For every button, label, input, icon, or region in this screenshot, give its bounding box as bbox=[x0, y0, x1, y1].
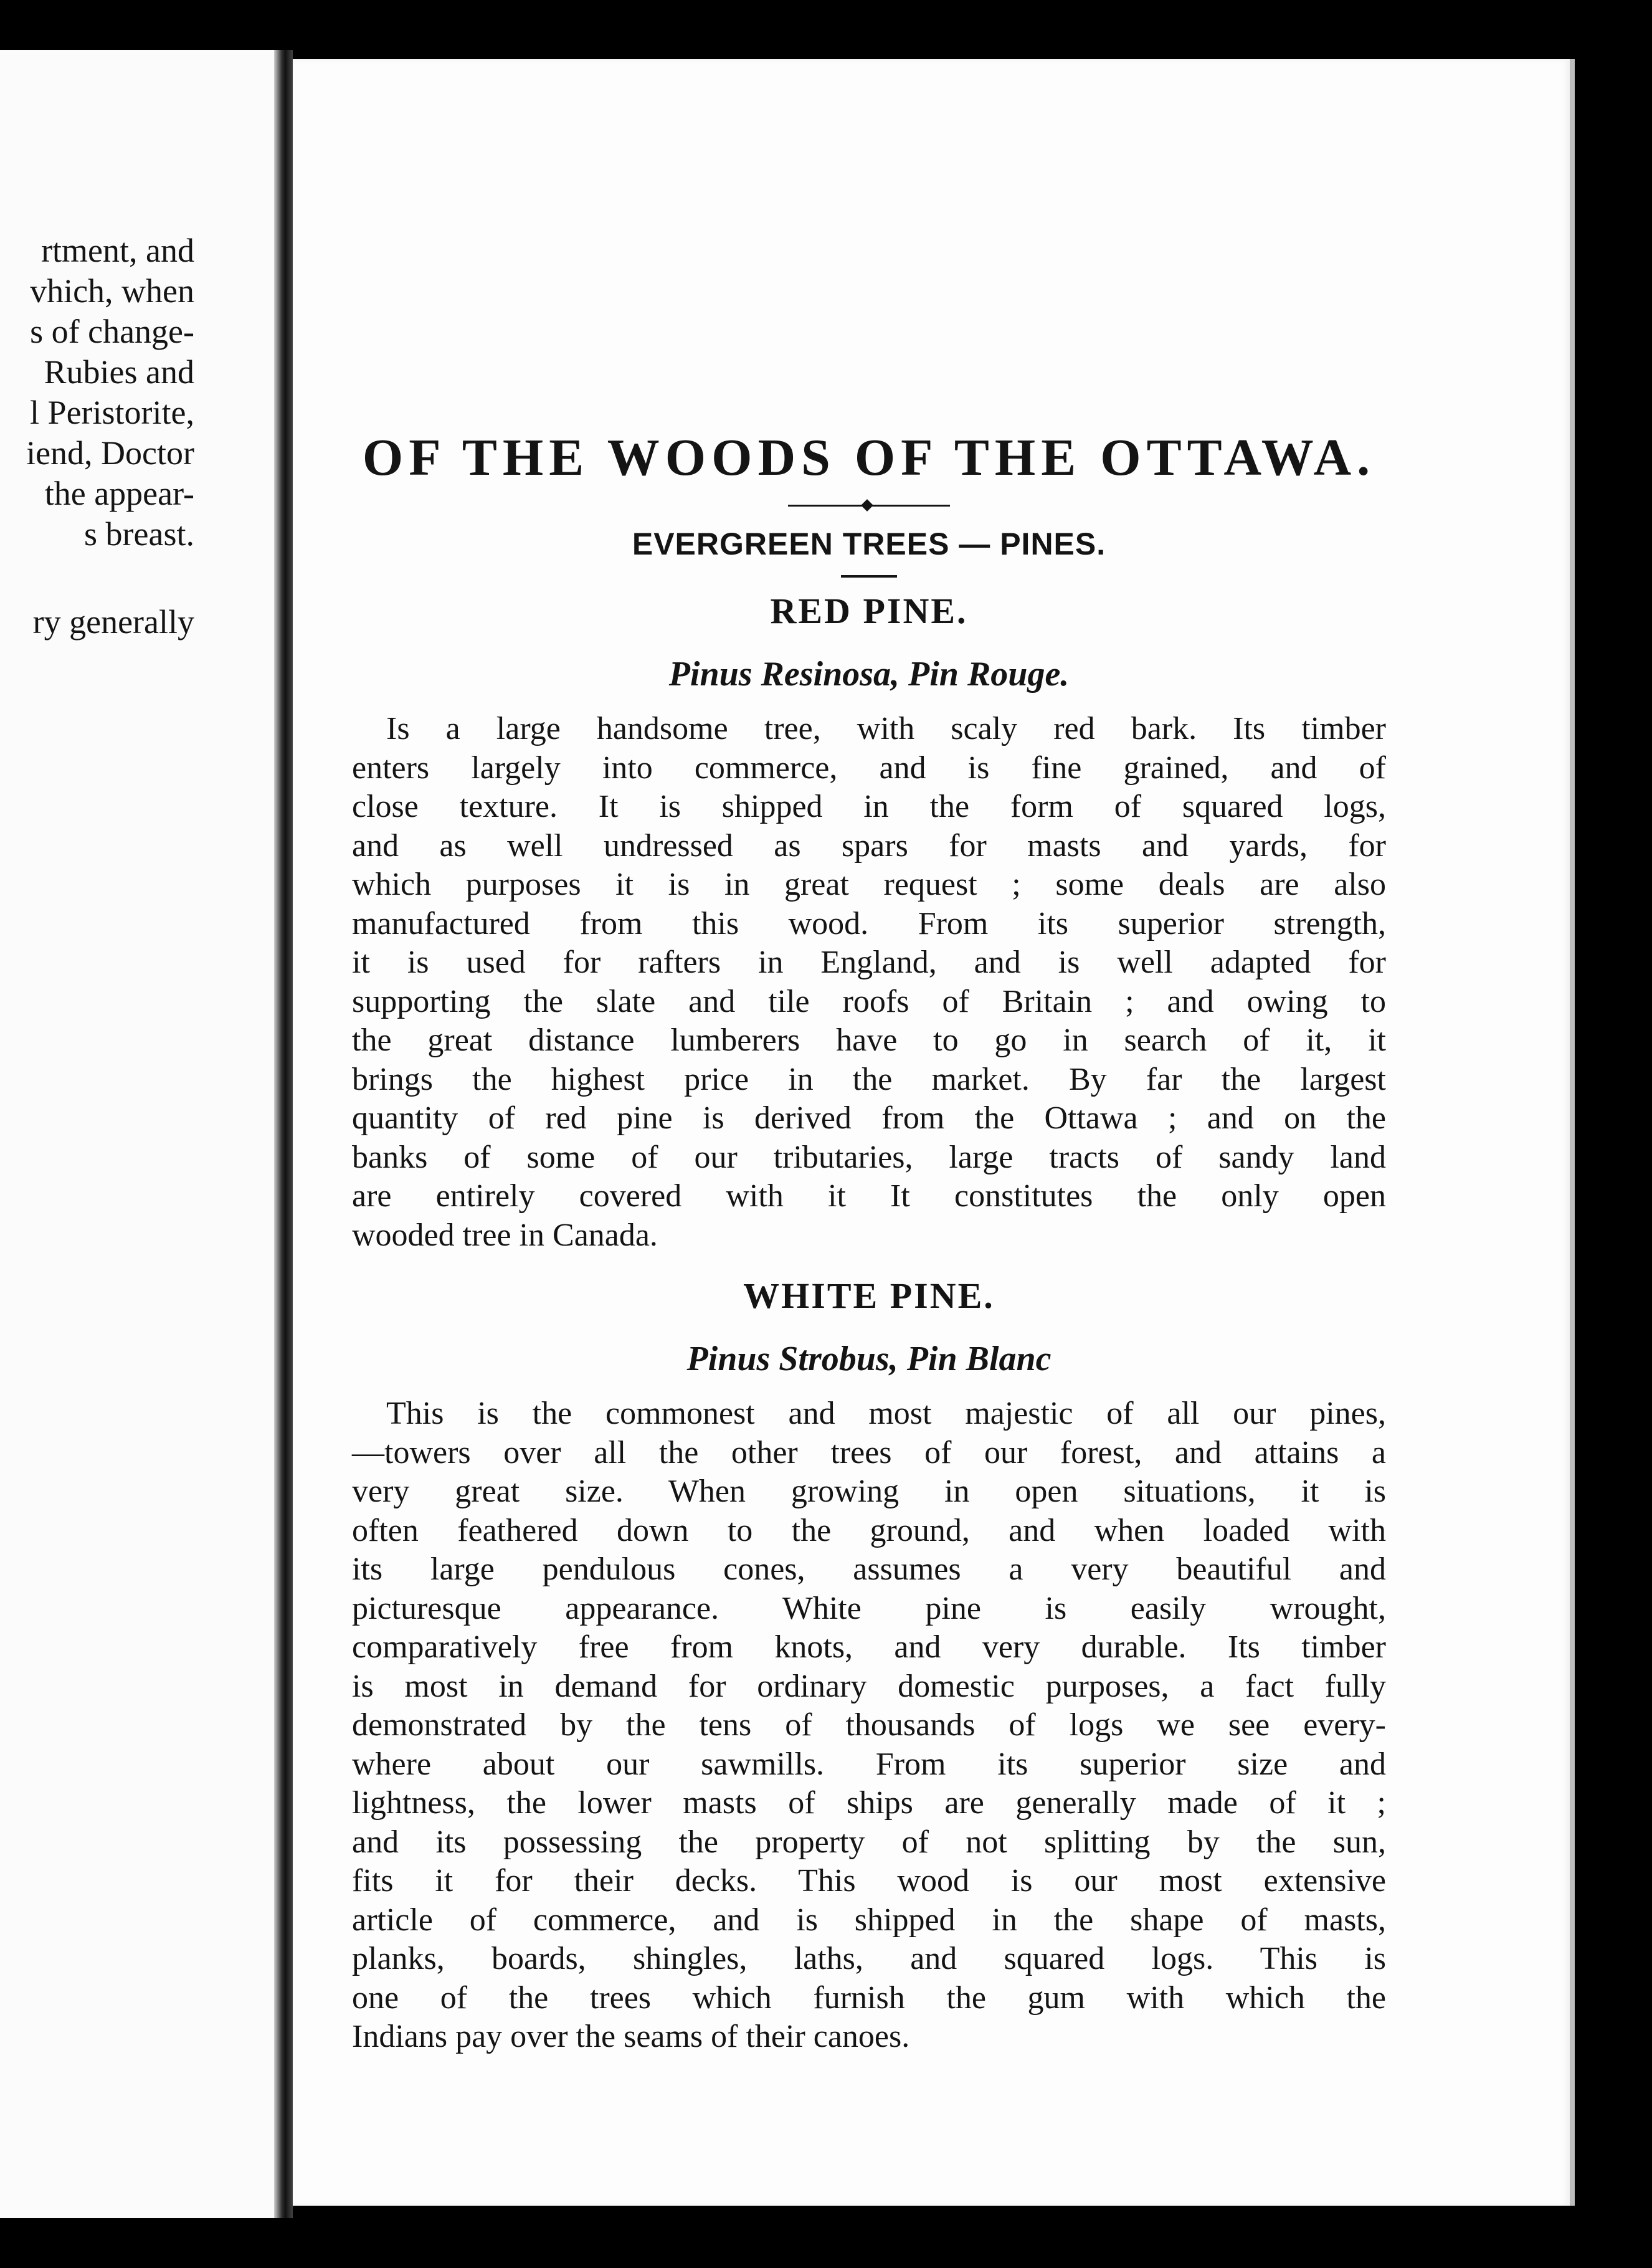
text-line: comparatively free from knots, and very durable. Its timber bbox=[352, 1629, 1386, 1665]
text-line: brings the highest price in the market. By far the largest bbox=[352, 1061, 1386, 1097]
facing-page-text bbox=[26, 231, 194, 642]
text-line: close texture. It is shipped in the form of squared logs, bbox=[352, 789, 1386, 824]
facing-page bbox=[0, 50, 274, 2218]
facing-page-line: s of change- bbox=[30, 313, 194, 350]
text-line: and its possessing the property of not splitting by the sun, bbox=[352, 1824, 1386, 1860]
white-pine-entry bbox=[352, 1274, 1386, 2057]
red-pine-latin-name: Pinus Resinosa, Pin Rouge. bbox=[668, 655, 1070, 693]
facing-page-line: s breast. bbox=[84, 515, 194, 553]
page-edge bbox=[1570, 59, 1575, 2206]
text-line: supporting the slate and tile roofs of Britain ; and owing to bbox=[352, 983, 1386, 1019]
text-line: demonstrated by the tens of thousands of logs we see every- bbox=[352, 1707, 1386, 1743]
text-line: wooded tree in Canada. bbox=[352, 1217, 658, 1253]
text-line: article of commerce, and is shipped in the shape of masts, bbox=[352, 1902, 1386, 1938]
text-line: quantity of red pine is derived from the Ottawa ; and on the bbox=[352, 1100, 1386, 1136]
title-ornament-rule bbox=[788, 499, 950, 512]
text-line: lightness, the lower masts of ships are generally made of it ; bbox=[352, 1785, 1386, 1821]
text-line: banks of some of our tributaries, large tracts of sandy land bbox=[352, 1139, 1386, 1175]
text-line: fits it for their decks. This wood is our most extensive bbox=[352, 1863, 1386, 1899]
red-pine-entry bbox=[352, 589, 1386, 1255]
facing-page-line: vhich, when bbox=[30, 272, 194, 310]
text-line: picturesque appearance. White pine is easily wrought, bbox=[352, 1590, 1386, 1626]
book-gutter bbox=[274, 50, 293, 2218]
red-pine-paragraph bbox=[352, 710, 1386, 1255]
section-rule bbox=[841, 575, 897, 578]
facing-page-line: the appear- bbox=[44, 475, 194, 512]
text-line: which purposes it is in great request ; some deals are also bbox=[352, 867, 1386, 902]
text-line: planks, boards, shingles, laths, and squared logs. This is bbox=[352, 1941, 1386, 1976]
text-line: enters largely into commerce, and is fine grained, and of bbox=[352, 750, 1386, 786]
facing-page-line: l Peristorite, bbox=[30, 394, 194, 431]
text-line: is most in demand for ordinary domestic purposes, a fact fully bbox=[352, 1668, 1386, 1704]
text-line: Indians pay over the seams of their canoes. bbox=[352, 2019, 910, 2054]
text-line: are entirely covered with it It constitutes the only open bbox=[352, 1178, 1386, 1214]
white-pine-paragraph bbox=[352, 1394, 1386, 2057]
text-line: and as well undressed as spars for masts and yards, for bbox=[352, 827, 1386, 864]
facing-page-line: rtment, and bbox=[41, 232, 194, 269]
facing-page-line: iend, Doctor bbox=[26, 434, 194, 472]
text-line: manufactured from this wood. From its superior strength, bbox=[352, 905, 1386, 941]
text-line: very great size. When growing in open situations, it is bbox=[352, 1474, 1386, 1509]
book-page bbox=[293, 59, 1570, 2206]
section-heading: EVERGREEN TREES — PINES. bbox=[632, 526, 1106, 561]
text-line: where about our sawmills. From its superior size and bbox=[352, 1746, 1386, 1782]
text-line: This is the commonest and most majestic of all our pines, bbox=[386, 1396, 1386, 1431]
red-pine-heading: RED PINE. bbox=[770, 591, 968, 631]
white-pine-latin-name: Pinus Strobus, Pin Blanc bbox=[686, 1340, 1051, 1378]
text-line: one of the trees which furnish the gum with which the bbox=[352, 1980, 1386, 2016]
text-line: Is a large handsome tree, with scaly red bark. Its timber bbox=[386, 711, 1386, 746]
page-content bbox=[352, 383, 1386, 2057]
facing-page-line: Rubies and bbox=[44, 353, 194, 391]
facing-page-line: ry generally bbox=[32, 603, 194, 641]
white-pine-heading: WHITE PINE. bbox=[743, 1275, 995, 1316]
text-line: it is used for rafters in England, and is well adapted for bbox=[352, 945, 1386, 980]
text-line: its large pendulous cones, assumes a very beautiful and bbox=[352, 1551, 1386, 1587]
text-line: the great distance lumberers have to go in search of it, it bbox=[352, 1022, 1386, 1058]
page-title: OF THE WOODS OF THE OTTAWA. bbox=[362, 429, 1376, 487]
text-line: often feathered down to the ground, and when loaded with bbox=[352, 1512, 1386, 1548]
text-line: —towers over all the other trees of our forest, and attains a bbox=[352, 1434, 1386, 1470]
